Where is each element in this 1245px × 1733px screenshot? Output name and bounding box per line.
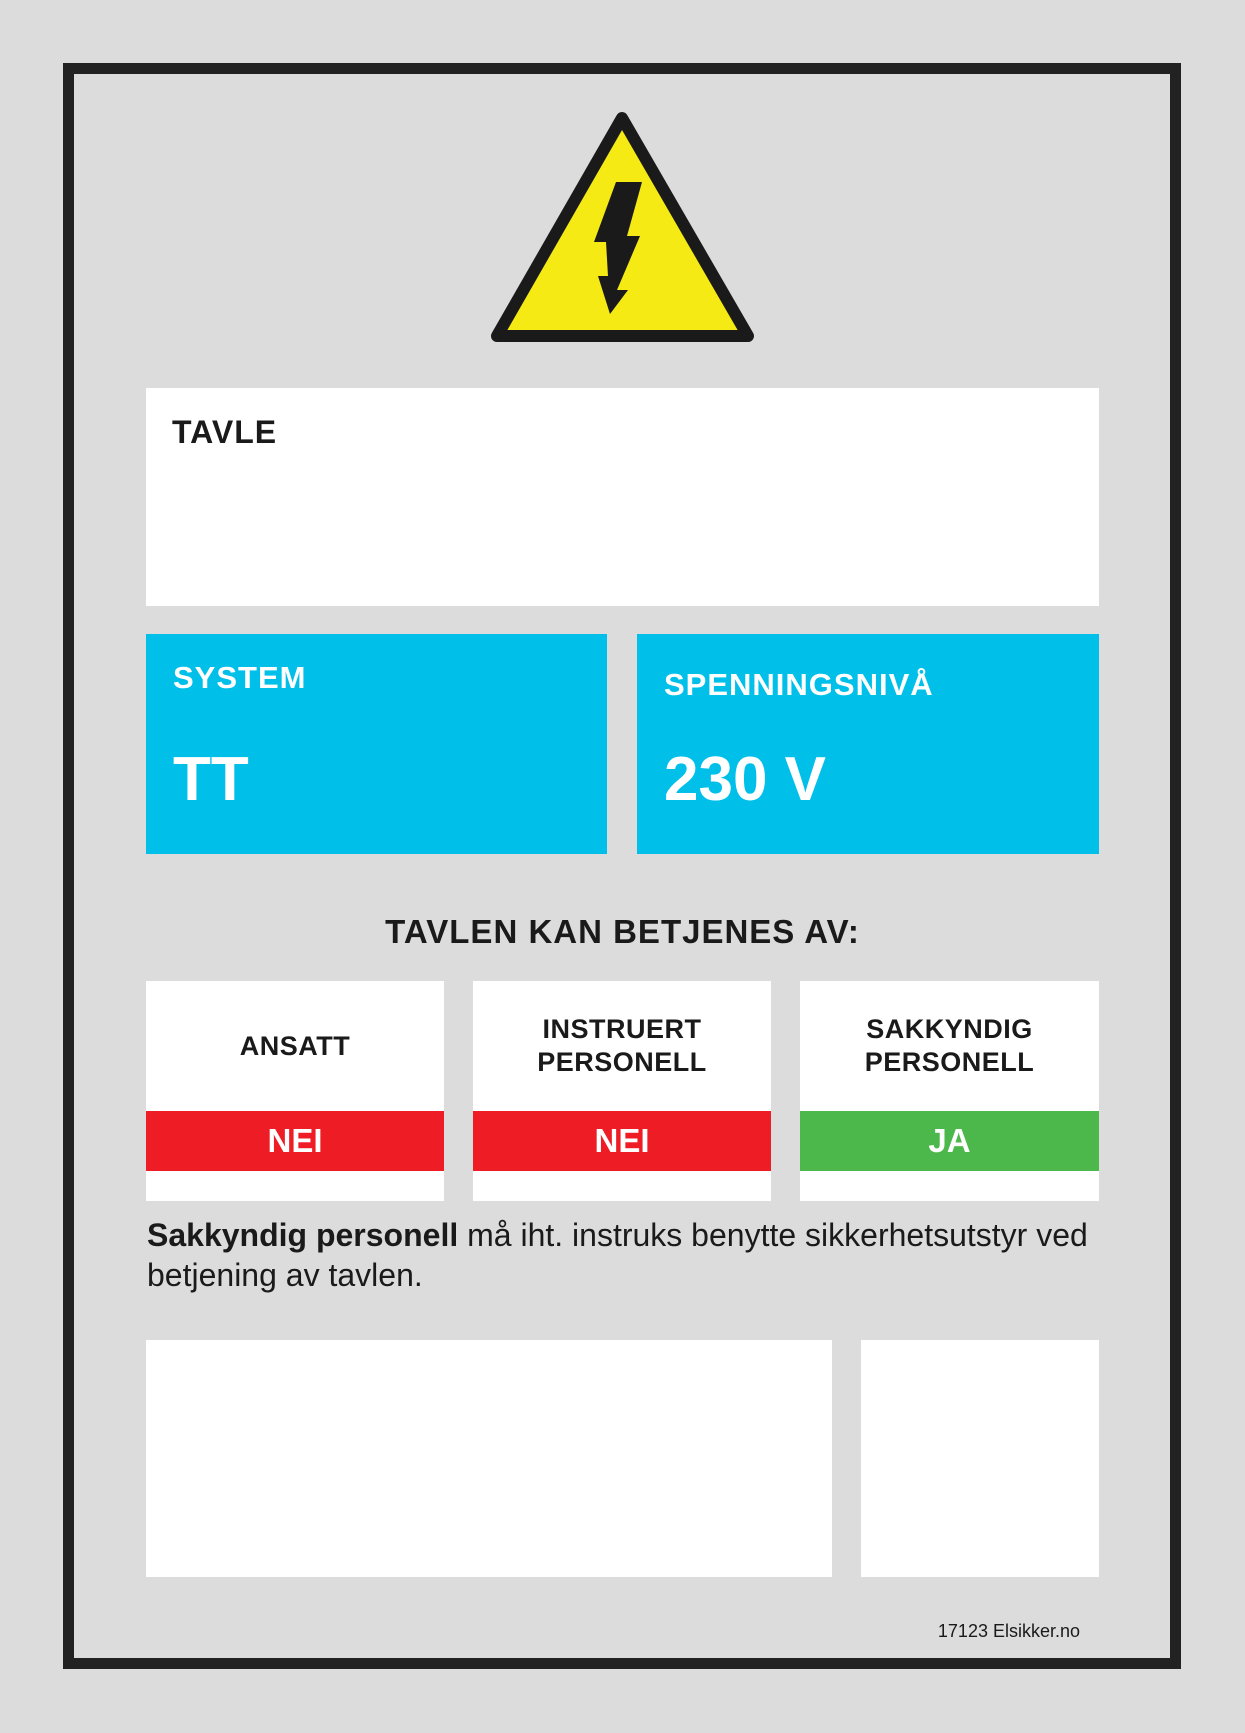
- system-value: TT: [173, 745, 249, 814]
- operator-status-badge: JA: [800, 1111, 1099, 1171]
- operator-status-badge: NEI: [146, 1111, 444, 1171]
- operator-status-badge: NEI: [473, 1111, 771, 1171]
- blank-field-small: [861, 1340, 1099, 1577]
- voltage-box: [637, 634, 1099, 854]
- operator-role: ANSATT: [239, 1030, 351, 1061]
- safety-note: [147, 1215, 1107, 1295]
- operator-role: SAKKYNDIG PERSONELL: [864, 1014, 1035, 1077]
- operator-role: INSTRUERT PERSONELL: [537, 1014, 707, 1077]
- system-box: [146, 634, 607, 854]
- operators-title: TAVLEN KAN BETJENES AV:: [385, 913, 860, 950]
- voltage-label: SPENNINGSNIVÅ: [664, 667, 934, 702]
- safety-note-bold: Sakkyndig personell: [147, 1217, 459, 1253]
- tavle-label: TAVLE: [172, 414, 278, 450]
- high-voltage-warning-icon: [490, 110, 755, 344]
- tavle-box: [146, 388, 1099, 606]
- operator-card-instruert: [473, 981, 771, 1201]
- voltage-value: 230 V: [664, 745, 827, 814]
- operator-card-ansatt: [146, 981, 444, 1201]
- system-label: SYSTEM: [173, 660, 307, 695]
- footer-code: 17123 Elsikker.no: [937, 1621, 1080, 1641]
- safety-note-text: må iht. instruks benytte sikkerhetsutstyr ved betjening av tavlen.: [147, 1217, 1088, 1293]
- blank-field-large: [146, 1340, 832, 1577]
- operator-card-sakkyndig: [800, 981, 1099, 1201]
